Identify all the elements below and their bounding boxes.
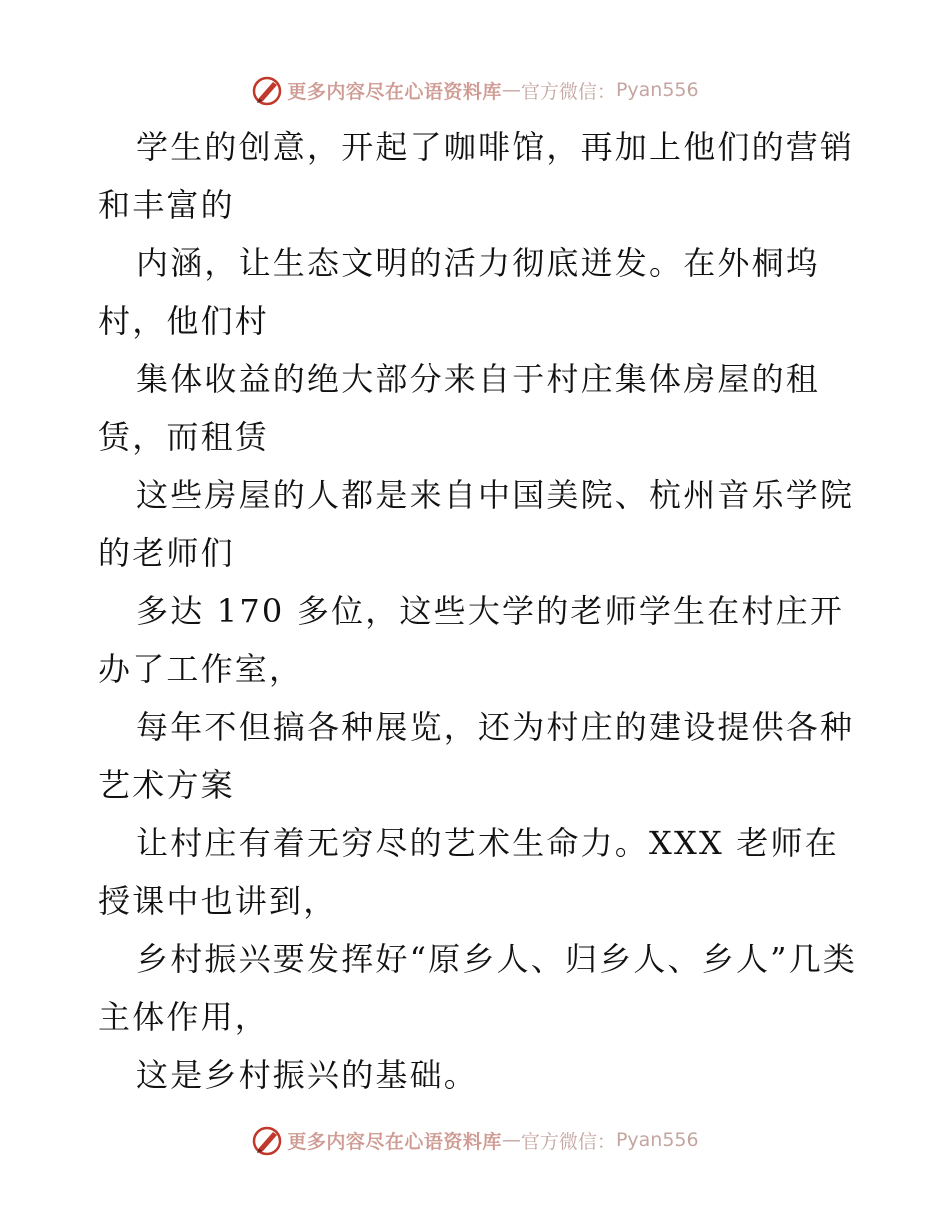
paragraph-line-4: 这些房屋的人都是来自中国美院、杭州音乐学院的老师们 — [98, 476, 855, 572]
watermark-dash: — — [501, 1129, 521, 1151]
document-body — [98, 118, 858, 1104]
watermark-main-text: 更多内容尽在心语资料库 — [287, 1130, 502, 1153]
paragraph-line-6: 每年不但搞各种展览，还为村庄的建设提供各种艺术方案 — [98, 708, 855, 804]
pen-logo-icon — [251, 74, 283, 106]
paragraph-line-5: 多达 170 多位，这些大学的老师学生在村庄开办了工作室， — [98, 592, 845, 688]
pen-logo-icon — [251, 1124, 283, 1156]
watermark-wechat-label: 官方微信： — [520, 1130, 616, 1153]
footer-watermark — [0, 1122, 950, 1158]
watermark-wechat-id: Pyan556 — [615, 79, 699, 101]
watermark-dash: — — [501, 79, 521, 101]
paragraph-line-9: 这是乡村振兴的基础。 — [136, 1056, 479, 1094]
paragraph-line-2: 内涵，让生态文明的活力彻底迸发。在外桐坞村，他们村 — [98, 244, 821, 340]
watermark-wechat-id: Pyan556 — [615, 1129, 699, 1151]
paragraph-line-1: 学生的创意，开起了咖啡馆，再加上他们的营销和丰富的 — [98, 128, 855, 224]
paragraph-line-3: 集体收益的绝大部分来自于村庄集体房屋的租赁，而租赁 — [98, 360, 821, 456]
watermark-main-text: 更多内容尽在心语资料库 — [287, 80, 502, 103]
watermark-wechat-label: 官方微信： — [520, 80, 616, 103]
paragraph-line-8: 乡村振兴要发挥好“原乡人、归乡人、乡人”几类主体作用， — [98, 940, 858, 1036]
header-watermark — [0, 72, 950, 108]
paragraph-line-7: 让村庄有着无穷尽的艺术生命力。XXX 老师在授课中也讲到， — [98, 824, 839, 920]
